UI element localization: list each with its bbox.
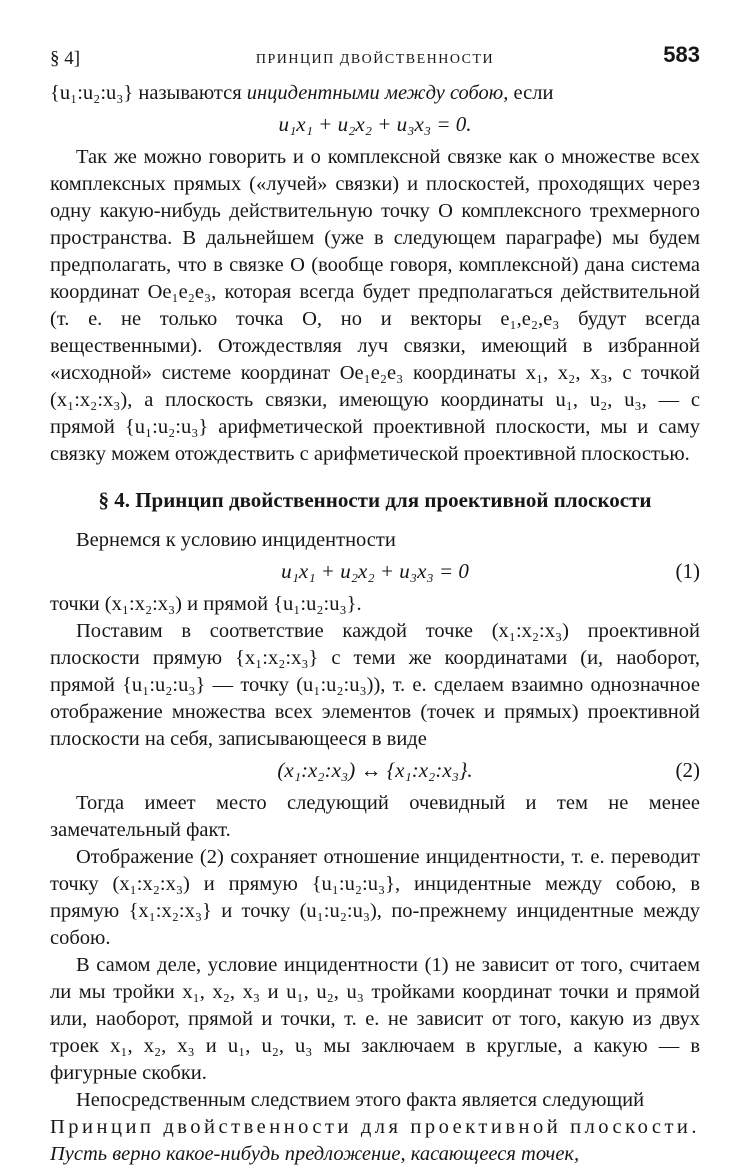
term-incident: инцидентными между собою, bbox=[246, 82, 509, 104]
paragraph-mapping: Отображение (2) сохраняет отношение инцидентности, т. е. переводит точку (x₁:x₂:x₃) и прямую {u₁:u₂:u₃}, инцидентные между собою, в прямую {x₁:x₂:x₃} и точку (u₁:u₂:u₃), по-прежнему инцидентные между собою. bbox=[50, 846, 700, 949]
formula-2 bbox=[50, 757, 700, 784]
principle-statement: Пусть верно какое-нибудь предложение, касающееся точек, bbox=[50, 1143, 580, 1165]
text-if: если bbox=[508, 82, 554, 104]
paragraph-principle bbox=[50, 1114, 700, 1168]
formula-2-number: (2) bbox=[675, 758, 700, 782]
formula-incidence-top: u₁x₁ + u₂x₂ + u₃x₃ = 0. bbox=[278, 112, 472, 136]
line-coordinates: {u₁:u₂:u₃} bbox=[50, 82, 134, 104]
formula-1-expression: u₁x₁ + u₂x₂ + u₃x₃ = 0 bbox=[281, 559, 469, 583]
paragraph-assign: Поставим в соответствие каждой точке (x₁:x₂:x₃) проективной плоскости прямую {x₁:x₂:x₃} с теми же координатами (и, наоборот, прямой {u₁:u₂:u₃} — точку (u₁:u₂:u₃)), т. е. сделаем взаимно однозначное отображение множества всех элементов (точек и прямых) проективной плоскости на себя, записывающееся в виде bbox=[50, 620, 700, 750]
paragraph-then: Тогда имеет место следующий очевидный и тем не менее замечательный факт. bbox=[50, 792, 700, 841]
paragraph-sheaf: Так же можно говорить и о комплексной связке как о множестве всех комплексных прямых («лучей» связки) и плоскостей, проходящих через одну какую-нибудь действительную точку O комплексного трехмерного пространства. В дальнейшем (уже в следующем параграфе) мы будем предполагать, что в связке O (вообще говоря, комплексной) дана система координат Oe₁e₂e₃, которая всегда будет предполагаться действительной (т. е. не только точка O, но и векторы e₁,e₂,e₃ будут всегда вещественными). Отождествляя луч связки, имеющий в избранной «исходной» системе координат Oe₁e₂e₃ координаты x₁, x₂, x₃, с точкой (x₁:x₂:x₃), а плоскость связки, имеющую координаты u₁, u₂, u₃, — с прямой {u₁:u₂:u₃} арифметической проективной плоскости, мы и саму связку можем отождествить с арифметической проективной плоскостью. bbox=[50, 146, 700, 465]
running-head-section: § 4] bbox=[50, 48, 81, 69]
formula-1-number: (1) bbox=[675, 559, 700, 583]
formula-2-expression: (x₁:x₂:x₃) ↔ {x₁:x₂:x₃}. bbox=[277, 758, 473, 782]
section-heading: § 4. Принцип двойственности для проективной плоскости bbox=[98, 488, 652, 512]
running-head bbox=[50, 40, 700, 80]
paragraph-consequence: Непосредственным следствием этого факта является следующий bbox=[76, 1089, 645, 1111]
formula-1 bbox=[50, 558, 700, 585]
page-number: 583 bbox=[663, 42, 700, 67]
paragraph-indeed: В самом деле, условие инцидентности (1) не зависит от того, считаем ли мы тройки x₁, x₂, x₃ и u₁, u₂, u₃ тройками координат точки и прямой или, наоборот, прямой и точки, т. е. не зависит от того, какую из двух троек x₁, x₂, x₃ и u₁, u₂, u₃ мы заключаем в круглые, а какую — в фигурные скобки. bbox=[50, 954, 700, 1084]
book-page bbox=[50, 40, 700, 1168]
paragraph-incident-definition bbox=[50, 80, 700, 107]
text-called: называются bbox=[133, 82, 247, 104]
principle-title: Принцип двойственности для проективной плоскости. bbox=[50, 1116, 700, 1138]
paragraph-points: точки (x₁:x₂:x₃) и прямой {u₁:u₂:u₃}. bbox=[50, 593, 362, 615]
paragraph-return: Вернемся к условию инцидентности bbox=[76, 529, 396, 551]
running-head-title: ПРИНЦИП ДВОЙСТВЕННОСТИ bbox=[255, 52, 495, 67]
